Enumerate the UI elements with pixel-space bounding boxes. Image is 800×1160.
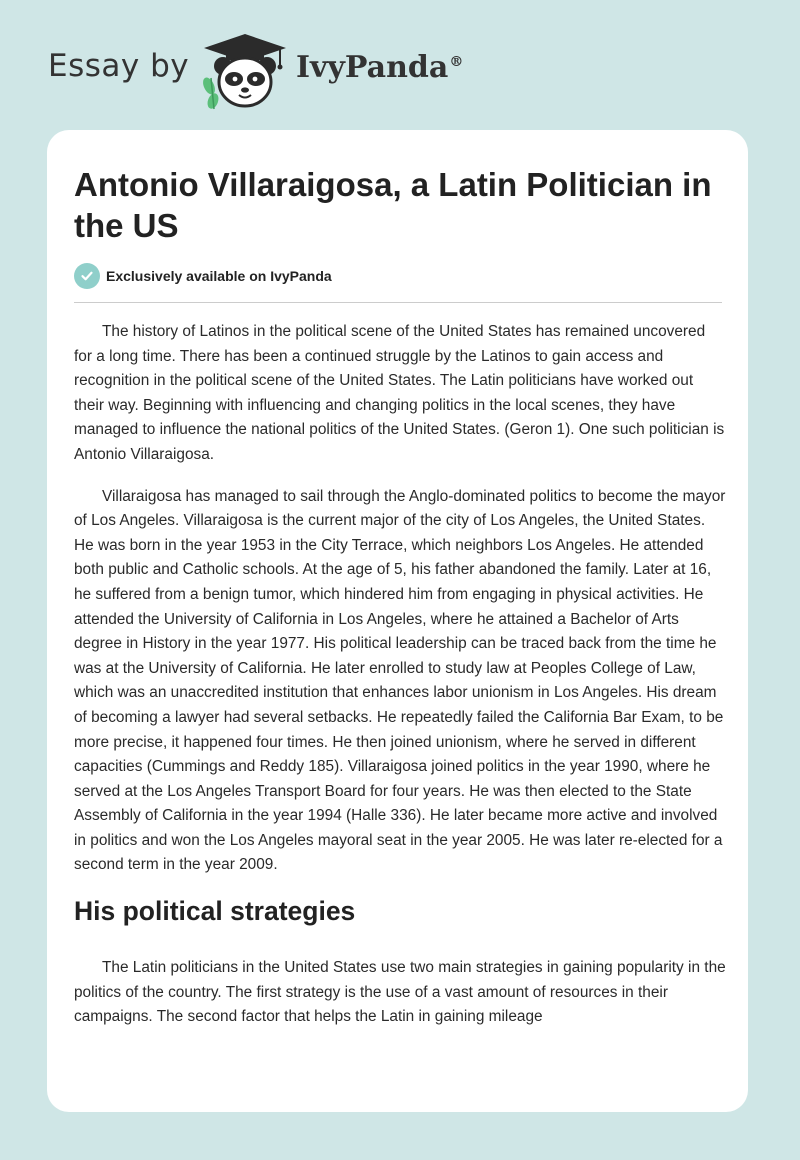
essay-title: Antonio Villaraigosa, a Latin Politician in the US xyxy=(74,166,712,244)
essay-card xyxy=(47,130,748,1112)
panda-graduate-icon xyxy=(200,32,290,110)
brand-name-text: IvyPanda xyxy=(296,50,449,85)
paragraph-1: The history of Latinos in the political scene of the United States has remained uncovered for a long time. There has been a continued struggle by the Latinos to gain access and recognition in the political scene of the United States. The Latin politicians have worked out their way. Beginning with influencing and changing politics in the local scenes, they have managed to influence the national politics of the United States. (Geron 1). One such politician is Antonio Villaraigosa. xyxy=(74,323,725,463)
exclusive-badge xyxy=(74,263,332,289)
paragraph-2: Villaraigosa has managed to sail through the Anglo-dominated politics to become the mayor of Los Angeles. Villaraigosa is the current major of the city of Los Angeles, the United States. He was born in the year 1953 in the City Terrace, which neighbors Los Angeles. He attended both public and Catholic schools. At the age of 5, his father abandoned the family. Later at 16, he suffered from a benign tumor, which hindered him from engaging in physical activities. He attended the University of California in Los Angeles, where he attained a Bachelor of Arts degree in History in the year 1977. His political leadership can be traced back from the time he was at the University of California. He later enrolled to study law at Peoples College of Law, which was an unaccredited institution that enhances labor unionism in Los Angeles. His dream of becoming a lawyer had several setbacks. He repeatedly failed the California Bar Exam, to be more precise, it happened four times. He then joined unionism, where he served in different capacities (Cummings and Reddy 185). Villaraigosa joined politics in the year 1990, where he served at the Los Angeles Transport Board for four years. He was then elected to the State Assembly of California in the year 1994 (Halle 336). He later became more active and involved in politics and won the Los Angeles mayoral seat in the year 2005. He was later re-elected for a second term in the year 2009. xyxy=(74,487,726,874)
exclusive-label: Exclusively available on IvyPanda xyxy=(106,268,332,284)
divider xyxy=(74,302,722,303)
brand-header[interactable] xyxy=(48,32,508,112)
registered-mark: ® xyxy=(449,54,464,70)
paragraph-3: The Latin politicians in the United States use two main strategies in gaining popularity in the politics of the country. The first strategy is the use of a vast amount of resources in their campaigns. The second factor that helps the Latin in gaining mileage xyxy=(74,959,726,1026)
essay-body xyxy=(74,320,726,1030)
check-icon xyxy=(74,263,100,289)
brand-name xyxy=(296,50,463,85)
section-heading: His political strategies xyxy=(74,896,356,927)
brand-prefix: Essay by xyxy=(48,48,190,84)
